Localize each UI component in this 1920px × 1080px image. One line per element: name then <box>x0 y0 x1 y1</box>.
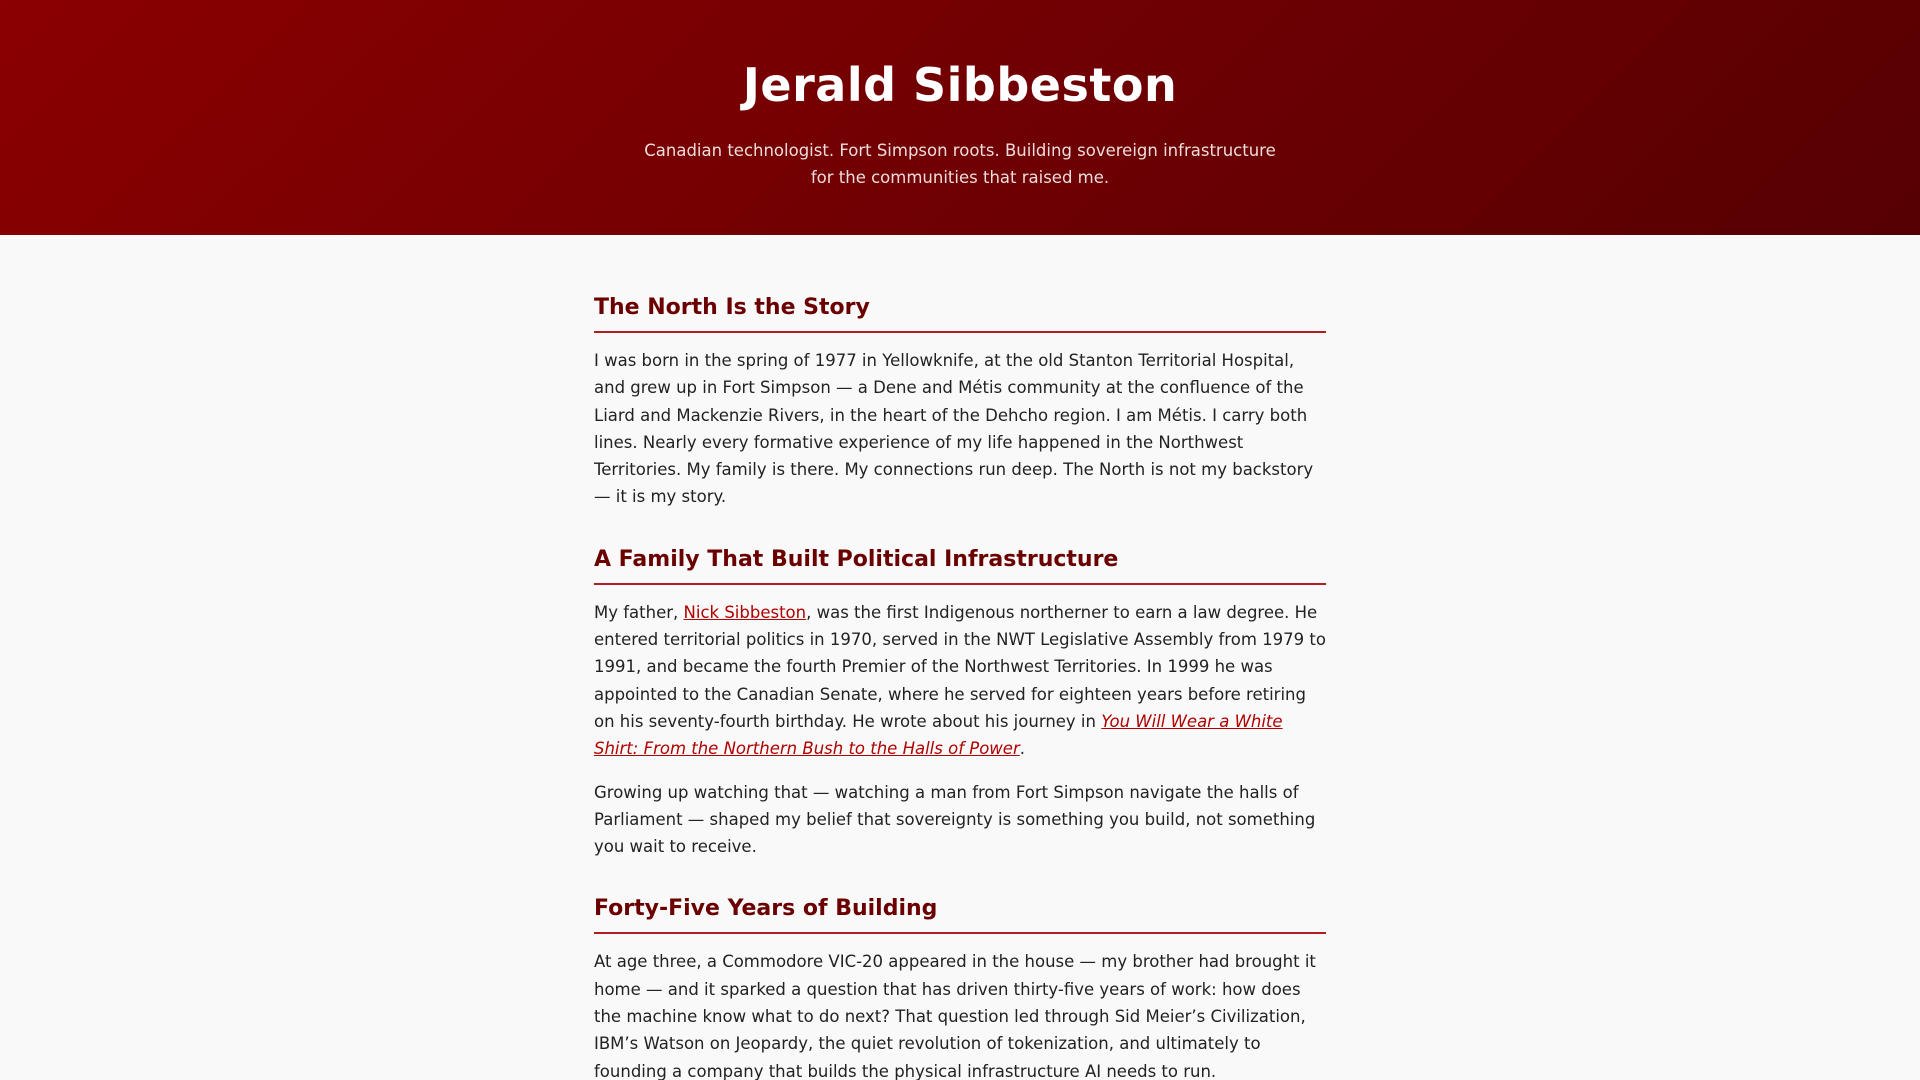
page-title: Jerald Sibbeston <box>742 58 1178 112</box>
section-heading: A Family That Built Political Infrastructure <box>594 546 1326 585</box>
paragraph-text: My father, <box>594 602 684 622</box>
paragraph-text: , was the first Indigenous northerner to earn a law degree. He entered territorial politics in 1970, served in the NWT Legislative Assembly from 1979 to 1991, and became the fourth Premier of the Northwest Territories. In 1999 he was appointed to the Canadian Senate, where he served for eighteen years before retiring on his seventy-fourth birthday. He wrote about his journey in <box>594 602 1326 731</box>
section-paragraph: I was born in the spring of 1977 in Yellowknife, at the old Stanton Territorial Hospital, and grew up in Fort Simpson — a Dene and Métis community at the confluence of the Liard and Mackenzie Rivers, in the heart of the Dehcho region. I am Métis. I carry both lines. Nearly every formative experience of my life happened in the Northwest Territories. My family is there. My connections run deep. The North is not my backstory — it is my story. <box>594 351 1314 507</box>
page-header <box>0 0 1920 235</box>
tagline-line-2: for the communities that raised me. <box>810 168 1110 187</box>
tagline-line-1: Canadian technologist. Fort Simpson roots. Building sovereign infrastructure <box>644 141 1276 160</box>
section-family <box>594 546 1326 861</box>
section-the-north <box>594 294 1326 511</box>
section-paragraph: At age three, a Commodore VIC-20 appeared in the house — my brother had brought it home — and it sparked a question that has driven thirty-five years of work: how does the machine know what to do next? That question led through Sid Meier’s Civilization, IBM’s Watson on Jeopardy, the quiet revolution of tokenization, and ultimately to founding a company that builds the physical infrastructure AI needs to run. <box>594 952 1316 1080</box>
section-heading: The North Is the Story <box>594 294 1326 333</box>
paragraph-text: . <box>1019 739 1025 759</box>
section-paragraph <box>594 599 1326 763</box>
section-building <box>594 895 1326 1080</box>
section-paragraph: Growing up watching that — watching a man from Fort Simpson navigate the halls of Parliament — shaped my belief that sovereignty is something you build, not something you wait to receive. <box>594 782 1316 857</box>
tagline <box>640 137 1280 191</box>
book-title-link[interactable]: You Will Wear a White Shirt: From the Northern Bush to the Halls of Power <box>594 711 1283 759</box>
main-content <box>594 235 1326 1080</box>
nick-sibbeston-link[interactable]: Nick Sibbeston <box>683 602 807 622</box>
section-heading: Forty-Five Years of Building <box>594 895 1326 934</box>
